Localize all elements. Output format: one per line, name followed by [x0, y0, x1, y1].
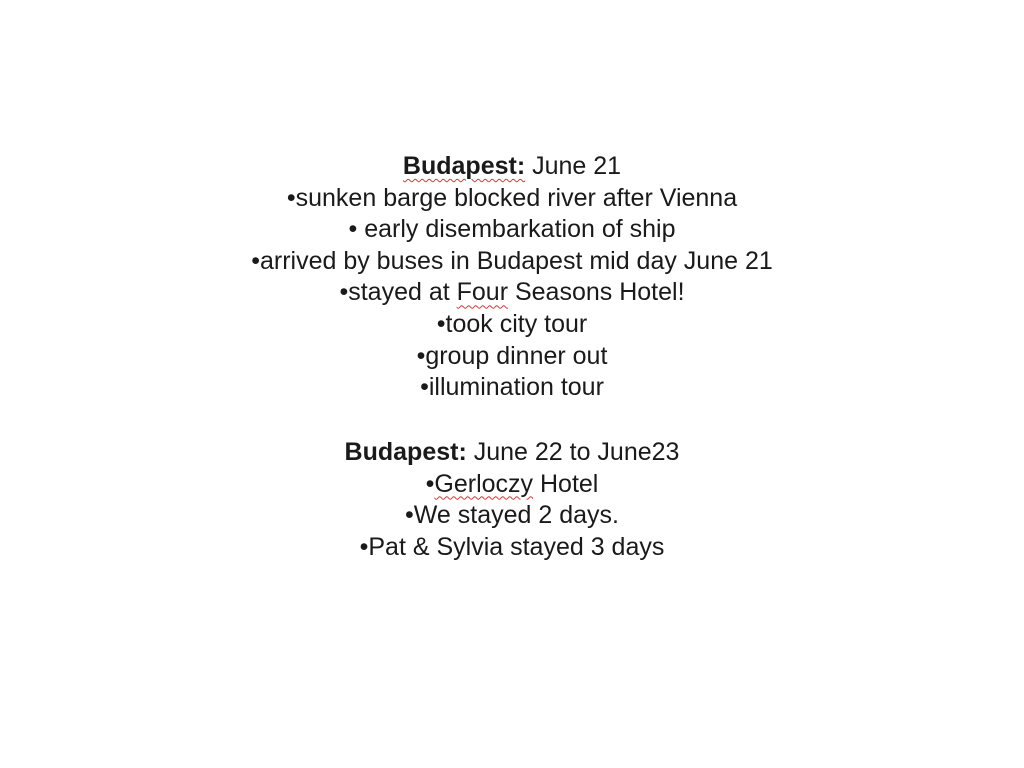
bullet-item: •sunken barge blocked river after Vienna — [286, 183, 738, 212]
spellcheck-word: Four — [456, 278, 509, 307]
heading-date: June 22 to June23 — [466, 438, 680, 466]
spellcheck-word: Gerloczy — [434, 469, 534, 498]
bullet-item: •arrived by buses in Budapest mid day June 21 — [251, 246, 773, 275]
bullet-item: •illumination tour — [420, 373, 604, 402]
bullet-item: •We stayed 2 days. — [405, 501, 619, 530]
heading-label: Budapest: — [402, 152, 526, 180]
bullet-item: •took city tour — [436, 309, 588, 338]
heading-label: Budapest: — [344, 438, 467, 466]
bullet-item-suffix: Seasons Hotel! — [508, 278, 685, 307]
bullet-item: •group dinner out — [416, 341, 608, 370]
bullet-item-hotel — [0, 277, 1024, 309]
bullet-item-prefix: •stayed at — [339, 278, 457, 307]
section-heading — [0, 437, 1024, 469]
section-june-21 — [0, 151, 1024, 404]
bullet-item-hotel — [0, 469, 1024, 501]
section-heading — [0, 151, 1024, 183]
bullet-item-suffix: Hotel — [533, 469, 599, 498]
section-june-22-23 — [0, 437, 1024, 563]
heading-date: June 21 — [525, 152, 622, 180]
bullet-item: • early disembarkation of ship — [348, 215, 676, 244]
bullet-item: •Pat & Sylvia stayed 3 days — [359, 532, 665, 561]
bullet-item-prefix: • — [425, 469, 435, 498]
